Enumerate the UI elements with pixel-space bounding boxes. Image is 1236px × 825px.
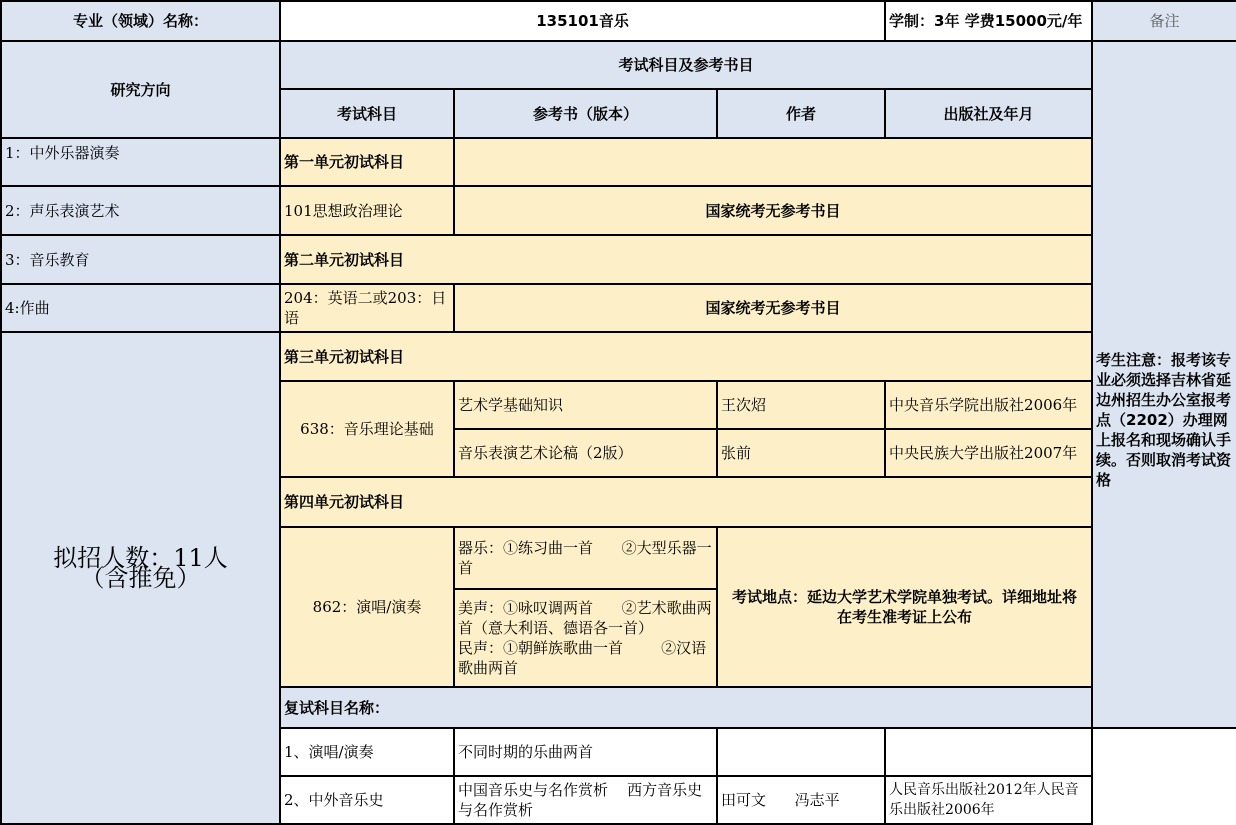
author-col-header: 作者 (717, 89, 885, 138)
unit1-blank (454, 138, 1092, 186)
remarks-header: 备注 (1092, 1, 1236, 41)
exam-section-title: 考试科目及参考书目 (280, 41, 1092, 89)
unit2-subject: 204：英语二或203：日语 (280, 284, 454, 332)
unit4-req-folk: 民声：①朝鲜族歌曲一首 ②汉语歌曲两首 (458, 639, 707, 677)
unit1-note: 国家统考无参考书目 (454, 186, 1092, 235)
retest-title: 复试科目名称： (280, 687, 1092, 728)
retest-subject: 2、中外音乐史 (280, 776, 454, 824)
unit4-req-instrument: 器乐：①练习曲一首 ②大型乐器一首 (454, 527, 717, 589)
retest-book: 不同时期的乐曲两首 (454, 728, 717, 776)
unit3-publisher: 中央音乐学院出版社2006年 (885, 381, 1092, 429)
retest-publisher: 人民音乐出版社2012年人民音乐出版社2006年 (885, 776, 1092, 824)
retest-author (717, 728, 885, 776)
duration-fee: 学制：3年 学费15000元/年 (885, 1, 1092, 41)
direction-item: 3：音乐教育 (1, 235, 280, 284)
book-col-header: 参考书（版本） (454, 89, 717, 138)
publisher-col-header: 出版社及年月 (885, 89, 1092, 138)
unit2-title: 第二单元初试科目 (280, 235, 1092, 284)
unit3-publisher: 中央民族大学出版社2007年 (885, 429, 1092, 477)
unit4-location: 考试地点：延边大学艺术学院单独考试。详细地址将在考生准考证上公布 (717, 527, 1092, 687)
enrollment-count: 拟招人数：11人（含推免） (1, 332, 280, 824)
remark-note-text: 考生注意：报考该专业必须选择吉林省延边州招生办公室报考点（2202）办理网上报名和现场确认手续。否则取消考试资格 (1096, 350, 1232, 489)
retest-book: 中国音乐史与名作赏析 西方音乐史与名作赏析 (454, 776, 717, 824)
unit4-subject: 862：演唱/演奏 (280, 527, 454, 687)
retest-author: 田可文 冯志平 (717, 776, 885, 824)
research-direction-header: 研究方向 (1, 41, 280, 138)
unit3-book: 艺术学基础知识 (454, 381, 717, 429)
direction-item: 2：声乐表演艺术 (1, 186, 280, 235)
unit4-req-vocal: 美声：①咏叹调两首 ②艺术歌曲两首（意大利语、德语各一首） (458, 599, 712, 637)
unit4-title: 第四单元初试科目 (280, 477, 1092, 527)
unit1-title: 第一单元初试科目 (280, 138, 454, 186)
retest-publisher (885, 728, 1092, 776)
unit3-title: 第三单元初试科目 (280, 332, 1092, 381)
unit4-req-vocal-folk (454, 589, 717, 687)
direction-item: 1：中外乐器演奏 (1, 138, 280, 186)
unit3-book: 音乐表演艺术论稿（2版） (454, 429, 717, 477)
unit3-author: 王次炤 (717, 381, 885, 429)
retest-subject: 1、演唱/演奏 (280, 728, 454, 776)
direction-item: 4:作曲 (1, 284, 280, 332)
major-value: 135101音乐 (280, 1, 885, 41)
unit3-subject: 638：音乐理论基础 (280, 381, 454, 477)
subject-col-header: 考试科目 (280, 89, 454, 138)
remark-note (1092, 41, 1236, 728)
unit2-note: 国家统考无参考书目 (454, 284, 1092, 332)
unit1-subject: 101思想政治理论 (280, 186, 454, 235)
major-label: 专业（领域）名称： (1, 1, 280, 41)
unit3-author: 张前 (717, 429, 885, 477)
